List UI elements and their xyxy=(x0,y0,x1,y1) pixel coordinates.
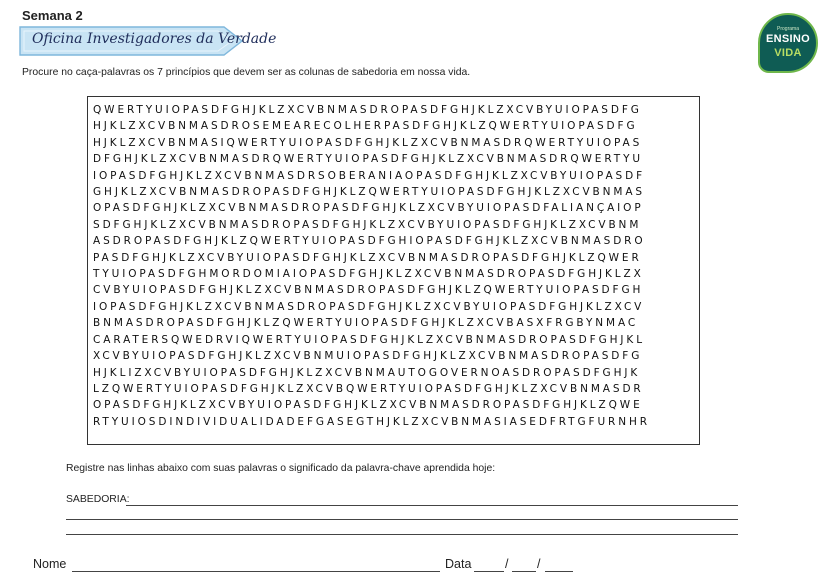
week-label: Semana 2 xyxy=(22,8,83,23)
date-day-line[interactable] xyxy=(474,571,504,572)
grid-row: HJKLZXCVBNMASIQWERTYUIOPASDFGHJKLZXCVBNMASDRQWERTYUIOPAS xyxy=(93,136,643,149)
date-label: Data xyxy=(445,557,472,571)
grid-row: QWERTYUIOPASDFGHJKLZXCVBNMASDROPASDFGHJKLZXCVBYUIOPASDFG xyxy=(93,104,642,116)
grid-row: BNMASDROPASDFGHJKLZQWERTYUIOPASDFGHJKLZXCVBASXFRGBYNMAC xyxy=(93,317,639,330)
grid-row: OPASDFGHJKLZXCVBYUIOPASDFGHJKLZXCVBNMASDROPASDFGHJKLZQWE xyxy=(93,399,643,412)
grid-row: HJKLIZXCVBYUIOPASDFGHJKLZXCVBNMAUTOGOVERNOASDROPASDFGHJK xyxy=(93,366,641,379)
register-instruction: Registre nas linhas abaixo com suas palavras o significado da palavra-chave aprendida hoje: xyxy=(66,463,496,474)
date-year-line[interactable] xyxy=(545,571,573,572)
program-logo xyxy=(758,13,818,73)
logo-text-ensino: ENSINO xyxy=(766,33,810,45)
answer-line-3[interactable] xyxy=(66,534,738,535)
grid-row: SDFGHJKLZXCVBNMASDROPASDFGHJKLZXCVBYUIOPASDFGHJKLZXCVBNM xyxy=(93,218,642,231)
date-slash-1: / xyxy=(505,557,509,571)
date-month-line[interactable] xyxy=(512,571,536,572)
grid-row: PASDFGHJKLZXCVBYUIOPASDFGHJKLZXCVBNMASDROPASDFGHJKLZQWER xyxy=(93,251,642,264)
instruction-text: Procure no caça-palavras os 7 princípios que devem ser as colunas de sabedoria em nossa vida. xyxy=(22,67,471,78)
logo-small-text: Programa xyxy=(777,26,799,32)
grid-row: TYUIOPASDFGHMORDOMIAIOPASDFGHJKLZXCVBNMASDROPASDFGHJKLZX xyxy=(93,268,644,281)
wordsearch-grid xyxy=(87,96,700,445)
name-field-line[interactable] xyxy=(72,571,440,572)
grid-row: RTYUIOSDINDIVIDUALIDADEFGASEGTHJKLZXCVBNMASIASEDFRTGFURNHR xyxy=(93,415,650,428)
title-ribbon xyxy=(18,24,277,58)
sabedoria-label: SABEDORIA: xyxy=(66,494,130,505)
grid-row: DFGHJKLZXCVBNMASDRQWERTYUIOPASDFGHJKLZXCVBNMASDRQWERTYU xyxy=(93,153,643,166)
grid-row: CVBYUIOPASDFGHJKLZXCVBNMASDROPASDFGHJKLZQWERTYUIOPASDFGH xyxy=(93,284,644,297)
grid-row: ASDROPASDFGHJKLZQWERTYUIOPASDFGHIOPASDFGHJKLZXCVBNMASDRO xyxy=(93,235,646,248)
sabedoria-answer-line[interactable] xyxy=(126,505,738,506)
grid-row: HJKLZXCVBNMASDROSEMEARECOLHERPASDFGHJKLZQWERTYUIOPASDFG xyxy=(93,120,638,133)
grid-row: XCVBYUIOPASDFGHJKLZXCVBNMUIOPASDFGHJKLZXCVBNMASDROPASDFG xyxy=(93,350,643,363)
name-label: Nome xyxy=(33,557,67,571)
logo-text-vida: VIDA xyxy=(774,47,802,59)
grid-row: CARATERSQWEDRVIQWERTYUIOPASDFGHJKLZXCVBNMASDROPASDFGHJKL xyxy=(93,333,645,346)
date-slash-2: / xyxy=(537,557,541,571)
grid-row: OPASDFGHJKLZXCVBNMASDROPASDFGHJKLZXCVBYUIOPASDFALIANÇAIOP xyxy=(93,202,644,215)
grid-row: LZQWERTYUIOPASDFGHJKLZXCVBQWERTYUIOPASDFGHJKLZXCVBNMASDR xyxy=(93,382,644,395)
answer-line-2[interactable] xyxy=(66,519,738,520)
grid-row: GHJKLZXCVBNMASDROPASDFGHJKLZQWERTYUIOPASDFGHJKLZXCVBNMAS xyxy=(93,186,645,199)
ribbon-title: Oficina Investigadores da Verdade xyxy=(32,31,277,47)
grid-row: IOPASDFGHJKLZXCVBNMASDROPASDFGHJKLZXCVBYUIOPASDFGHJKLZXCV xyxy=(93,300,645,313)
grid-row: IOPASDFGHJKLZXCVBNMASDRSOBERANIAOPASDFGHJKLZXCVBYUIOPASDF xyxy=(93,169,646,182)
